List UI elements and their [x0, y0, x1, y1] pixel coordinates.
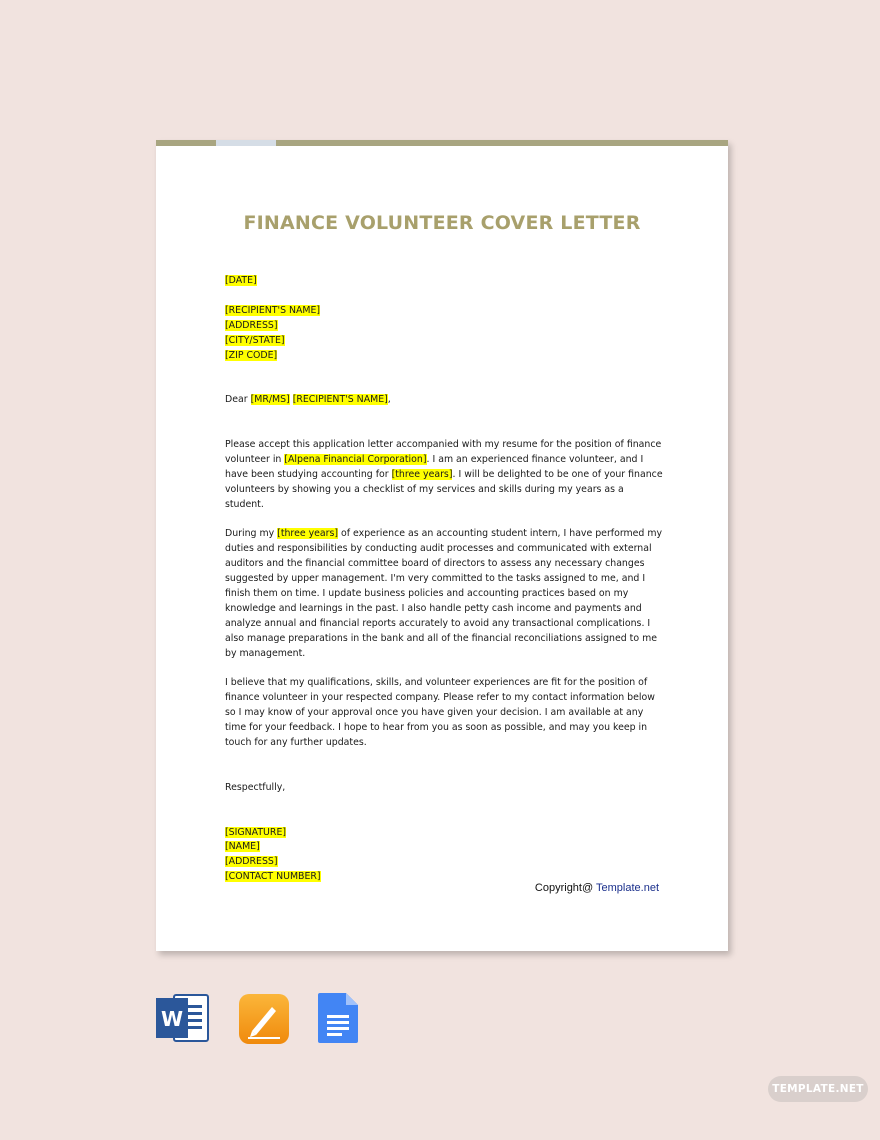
google-docs-icon[interactable]	[318, 993, 358, 1043]
recipient-zip: [ZIP CODE]	[225, 349, 278, 361]
letter-body	[225, 274, 665, 885]
copyright-line: Copyright@ Template.net	[534, 882, 659, 894]
apple-pages-icon[interactable]	[238, 993, 290, 1045]
sender-contact: [CONTACT NUMBER]	[225, 871, 321, 883]
signature-block	[225, 826, 665, 886]
recipient-address: [ADDRESS]	[225, 319, 278, 331]
salutation-name: [RECIPIENT'S NAME]	[292, 394, 388, 406]
document-title: FINANCE VOLUNTEER COVER LETTER	[243, 212, 641, 234]
paragraph-1: Please accept this application letter accompanied with my resume for the position of finance volunteer in [Alpena Financial Corporation]. I am an experienced finance volunteer, and I have been studying accounting for [three years]. I will be delighted to be one of your finance volunteers by showing you a checklist of my services and skills during my years as a student.	[225, 438, 663, 510]
years-placeholder: [three years]	[391, 468, 453, 480]
paragraph-2: During my [three years] of experience as an accounting student intern, I have performed my duties and responsibilities by conducting audit processes and communicated with external auditors and the financial committee board of directors to assess any necessary changes suggested by upper management. I'm very committed to the tasks assigned to me, and I finish them on time. I update business policies and accounting practices based on my knowledge and learnings in the past. I also handle petty cash income and payments and analyze annual and financial reports accurately to avoid any transactional complications. I also manage preparations in the bank and all of the financial reconciliations assigned to me by management.	[225, 528, 663, 659]
recipient-city-state: [CITY/STATE]	[225, 334, 285, 346]
signature-placeholder: [SIGNATURE]	[225, 826, 287, 838]
svg-text:W: W	[160, 1007, 184, 1031]
header-bar-accent	[216, 140, 276, 146]
date-line	[225, 274, 665, 289]
sender-name: [NAME]	[225, 841, 260, 853]
recipient-name: [RECIPIENT'S NAME]	[225, 304, 321, 316]
date-placeholder: [DATE]	[225, 275, 257, 286]
salutation: Dear [MR/MS] [RECIPIENT'S NAME],	[225, 394, 391, 406]
years-placeholder: [three years]	[277, 528, 339, 540]
salutation-title: [MR/MS]	[250, 394, 290, 406]
sender-address: [ADDRESS]	[225, 856, 278, 868]
recipient-block	[225, 304, 665, 364]
document-page	[156, 140, 728, 951]
microsoft-word-icon[interactable]	[156, 993, 210, 1043]
paragraph-3: I believe that my qualifications, skills, and volunteer experiences are fit for the position of finance volunteer in your respected company. Please refer to my contact information below so I may know of your approval once you have given your decision. I am available at any time for your feedback. I hope to hear from you as soon as possible, and may you keep in touch for any further updates.	[225, 677, 655, 749]
closing: Respectfully,	[225, 781, 286, 793]
copyright-link[interactable]: Template.net	[596, 882, 659, 894]
company-placeholder: [Alpena Financial Corporation]	[284, 453, 427, 465]
watermark-badge: TEMPLATE.NET	[768, 1076, 868, 1102]
